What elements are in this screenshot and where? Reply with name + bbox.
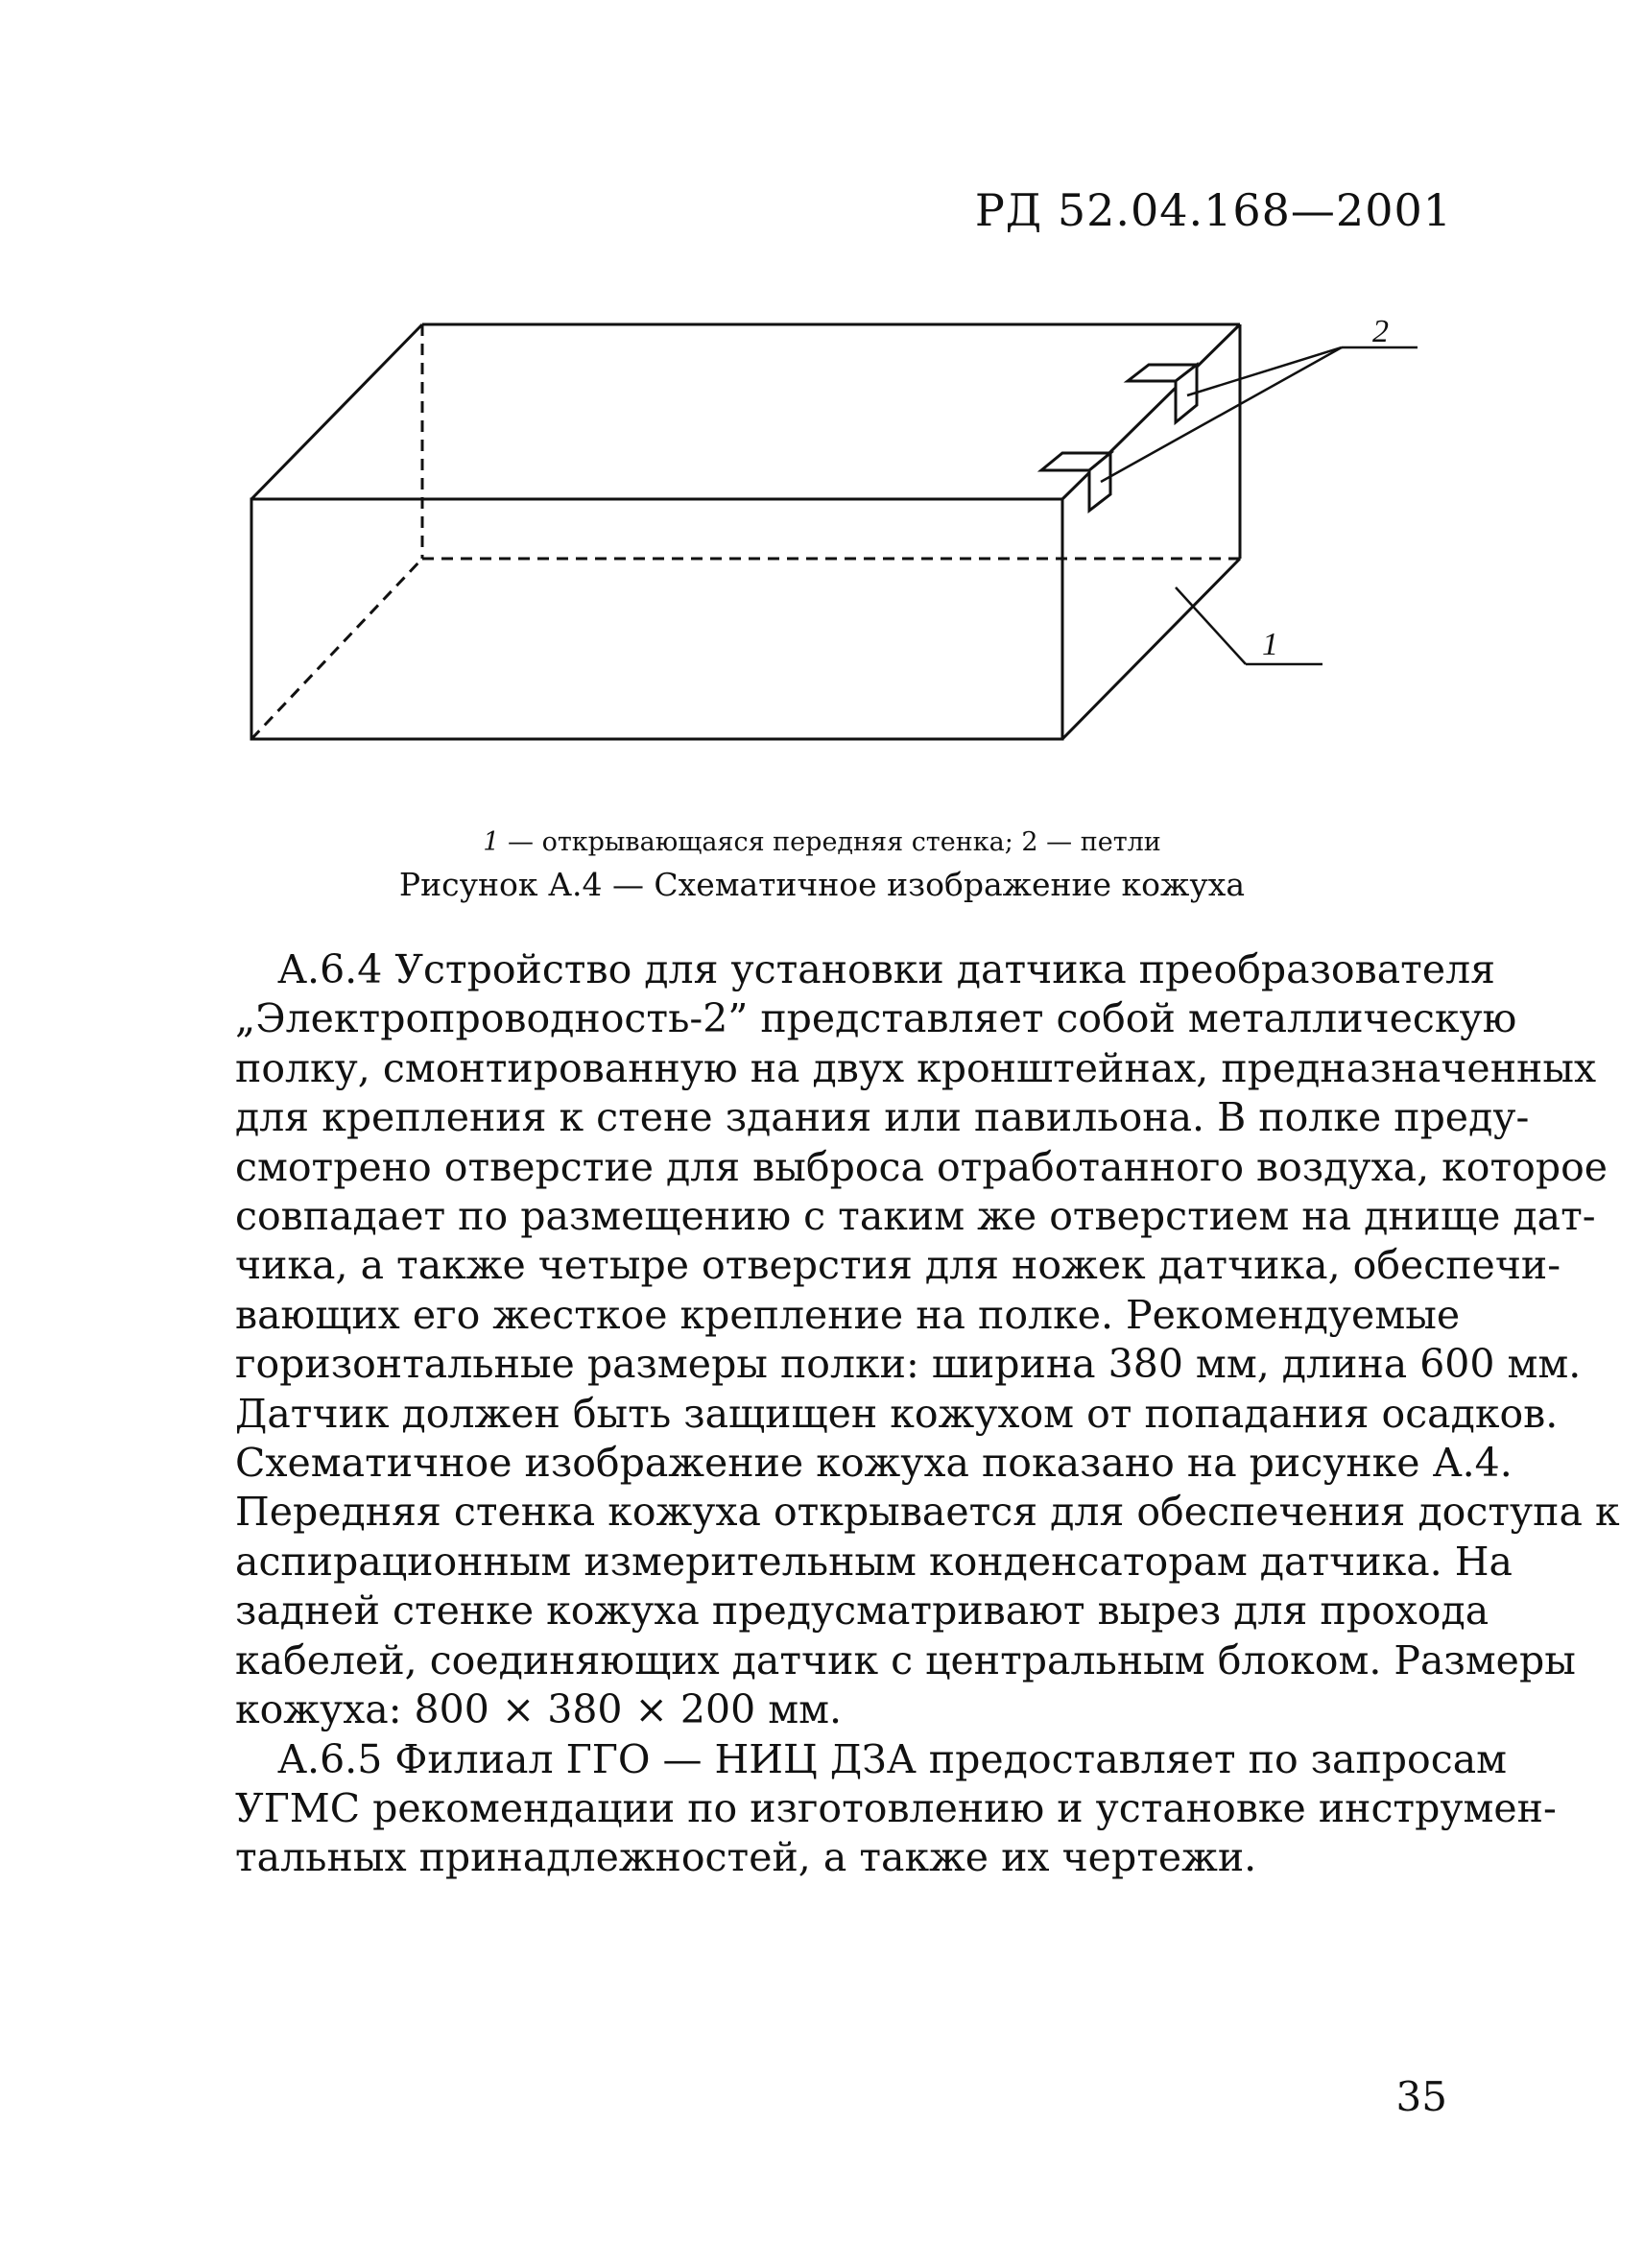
figure-label-2: 2 [1372, 314, 1389, 349]
text-line: УГМС рекомендации по изготовлению и установке инструмен- [235, 1784, 1557, 1831]
top-left-edge [251, 324, 422, 499]
figure-label-1: 1 [1262, 627, 1278, 662]
text-line: кожуха: 800 × 380 × 200 мм. [235, 1686, 843, 1733]
page-number: 35 [1395, 2073, 1447, 2120]
bottom-right-edge [1062, 559, 1240, 739]
figure-caption: Рисунок А.4 — Схематичное изображение кожуха [398, 866, 1246, 903]
text-line: Датчик должен быть защищен кожухом от попадания осадков. [235, 1390, 1559, 1437]
text-line: полку, смонтированную на двух кронштейнах, предназначенных [235, 1044, 1597, 1091]
document-id: РД 52.04.168—2001 [974, 184, 1452, 236]
text-line: совпадает по размещению с таким же отверстием на днище дат- [235, 1193, 1596, 1240]
text-line: „Электропроводность-2” представляет собой металлическую [235, 995, 1517, 1042]
text-line: тальных принадлежностей, а также их чертежи. [235, 1834, 1257, 1881]
text-line: кабелей, соединяющих датчик с центральным блоком. Размеры [235, 1636, 1576, 1683]
text-line: чика, а также четыре отверстия для ножек датчика, обеспечи- [235, 1242, 1561, 1289]
text-line: горизонтальные размеры полки: ширина 380 мм, длина 600 мм. [235, 1341, 1582, 1388]
casing-figure [230, 307, 1440, 758]
text-line: для крепления к стене здания или павильона. В полке преду- [235, 1094, 1530, 1141]
body-text [235, 945, 1620, 1883]
figure-legend-number: 1 [483, 827, 500, 857]
casing-diagram [230, 307, 1440, 758]
figure-legend-text: — открывающаяся передняя стенка; 2 — петли [499, 827, 1161, 857]
text-line: А.6.5 Филиал ГГО — НИЦ ДЗА предоставляет по запросам [277, 1735, 1508, 1782]
text-line: Передняя стенка кожуха открывается для обеспечения доступа к [235, 1489, 1620, 1536]
front-face [251, 499, 1062, 739]
leader-1-a [1176, 587, 1246, 664]
leader-2-b [1101, 347, 1342, 482]
text-line: вающих его жесткое крепление на полке. Рекомендуемые [235, 1291, 1461, 1338]
text-line: А.6.4 Устройство для установки датчика преобразователя [277, 946, 1495, 992]
text-line: аспирационным измерительным конденсаторам датчика. На [235, 1538, 1513, 1585]
paragraph-a-6-5 [235, 1735, 1557, 1883]
figure-legend [0, 827, 1644, 857]
hidden-left-bottom-edge [251, 559, 422, 739]
text-line: смотрено отверстие для выброса отработанного воздуха, которое [235, 1143, 1608, 1190]
text-line: Схематичное изображение кожуха показано на рисунке А.4. [235, 1440, 1513, 1487]
text-line: задней стенке кожуха предусматривают вырез для прохода [235, 1588, 1489, 1635]
paragraph-a-6-4 [235, 945, 1620, 1735]
